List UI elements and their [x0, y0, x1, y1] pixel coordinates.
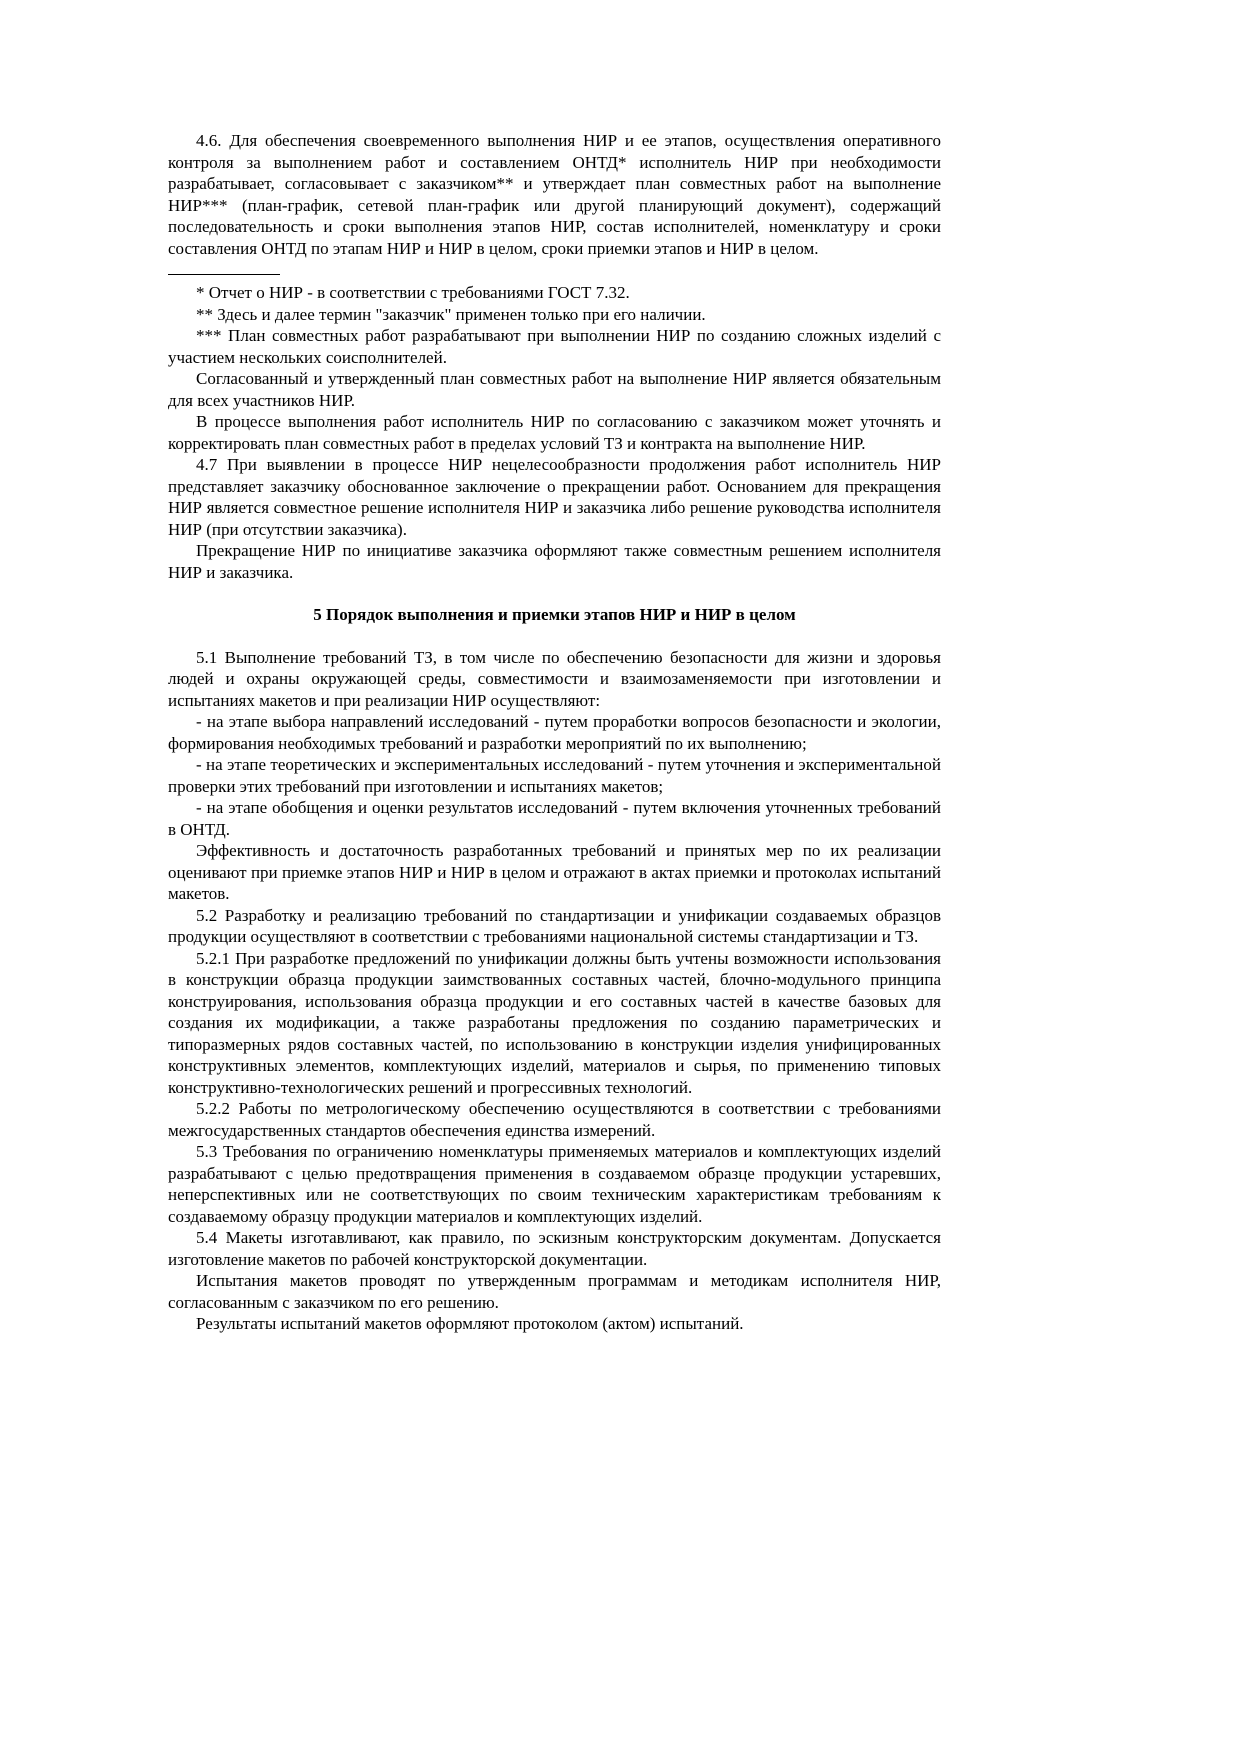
footnote-separator-line: [168, 274, 280, 275]
paragraph: Результаты испытаний макетов оформляют протоколом (актом) испытаний.: [196, 1314, 744, 1333]
paragraph: - на этапе обобщения и оценки результатов исследований - путем включения уточненных требований в ОНТД.: [168, 798, 941, 839]
paragraph: - на этапе теоретических и экспериментальных исследований - путем уточнения и экспериментальной проверки этих требований при изготовлении и испытаниях макетов;: [168, 755, 941, 796]
footnote-text: * Отчет о НИР - в соответствии с требованиями ГОСТ 7.32.: [196, 283, 630, 302]
paragraph: 5.2.2 Работы по метрологическому обеспечению осуществляются в соответствии с требованиями межгосударственных стандартов обеспечения единства измерений.: [168, 1099, 941, 1140]
paragraph: 5.3 Требования по ограничению номенклатуры применяемых материалов и комплектующих изделий разрабатывают с целью предотвращения применения в создаваемом образце продукции устаревших, неперспективных или не соответствующих по своим техническим характеристикам требованиям к создаваемому образцу продукции материалов и комплектующих изделий.: [168, 1142, 941, 1226]
paragraph: 4.6. Для обеспечения своевременного выполнения НИР и ее этапов, осуществления оперативного контроля за выполнением работ и составлением ОНТД* исполнитель НИР при необходимости разрабатывает, согласовывает с заказчиком** и утверждает план совместных работ на выполнение НИР*** (план-график, сетевой план-график или другой планирующий документ), содержащий последовательность и сроки выполнения этапов НИР, состав исполнителей, номенклатуру и сроки составления ОНТД по этапам НИР и НИР в целом, сроки приемки этапов и НИР в целом.: [168, 131, 941, 258]
paragraph: - на этапе выбора направлений исследований - путем проработки вопросов безопасности и экологии, формирования необходимых требований и разработки мероприятий по их выполнению;: [168, 712, 941, 753]
paragraph: Испытания макетов проводят по утвержденным программам и методикам исполнителя НИР, согласованным с заказчиком по его решению.: [168, 1271, 941, 1312]
paragraph: Согласованный и утвержденный план совместных работ на выполнение НИР является обязательным для всех участников НИР.: [168, 369, 941, 410]
footnote-text: ** Здесь и далее термин "заказчик" применен только при его наличии.: [196, 304, 706, 324]
paragraph: Эффективность и достаточность разработанных требований и принятых мер по их реализации оценивают при приемке этапов НИР и НИР в целом и отражают в актах приемки и протоколах испытаний макетов.: [168, 841, 941, 903]
section-heading: 5 Порядок выполнения и приемки этапов НИР и НИР в целом: [313, 605, 796, 624]
document-content: [168, 130, 941, 1335]
paragraph: Прекращение НИР по инициативе заказчика оформляют также совместным решением исполнителя НИР и заказчика.: [168, 541, 941, 582]
footnote-text: *** План совместных работ разрабатывают при выполнении НИР по созданию сложных изделий с участием нескольких соисполнителей.: [168, 326, 941, 367]
paragraph: В процессе выполнения работ исполнитель НИР по согласованию с заказчиком может уточнять и корректировать план совместных работ в пределах условий ТЗ и контракта на выполнение НИР.: [168, 412, 941, 453]
paragraph: 5.2 Разработку и реализацию требований по стандартизации и унификации создаваемых образцов продукции осуществляют в соответствии с требованиями национальной системы стандартизации и ТЗ.: [168, 905, 941, 946]
paragraph: 5.1 Выполнение требований ТЗ, в том числе по обеспечению безопасности для жизни и здоровья людей и охраны окружающей среды, совместимости и взаимозаменяемости при изготовлении и испытаниях макетов и при реализации НИР осуществляют:: [168, 647, 941, 710]
paragraph: 5.2.1 При разработке предложений по унификации должны быть учтены возможности использования в конструкции образца продукции заимствованных составных частей, блочно-модульного принципа конструирования, использования образца продукции и его составных частей в качестве базовых для создания их модификации, а также разработаны предложения по созданию параметрических и типоразмерных рядов составных частей, по использованию в конструкции изделия унифицированных конструктивных элементов, комплектующих изделий, материалов и сырья, по применению типовых конструктивно-технологических решений и прогрессивных технологий.: [168, 948, 941, 1097]
paragraph: 4.7 При выявлении в процессе НИР нецелесообразности продолжения работ исполнитель НИР представляет заказчику обоснованное заключение о прекращении работ. Основанием для прекращения НИР является совместное решение исполнителя НИР и заказчика либо решение руководства исполнителя НИР (при отсутствии заказчика).: [168, 455, 941, 539]
paragraph: 5.4 Макеты изготавливают, как правило, по эскизным конструкторским документам. Допускается изготовление макетов по рабочей конструкторской документации.: [168, 1228, 941, 1269]
